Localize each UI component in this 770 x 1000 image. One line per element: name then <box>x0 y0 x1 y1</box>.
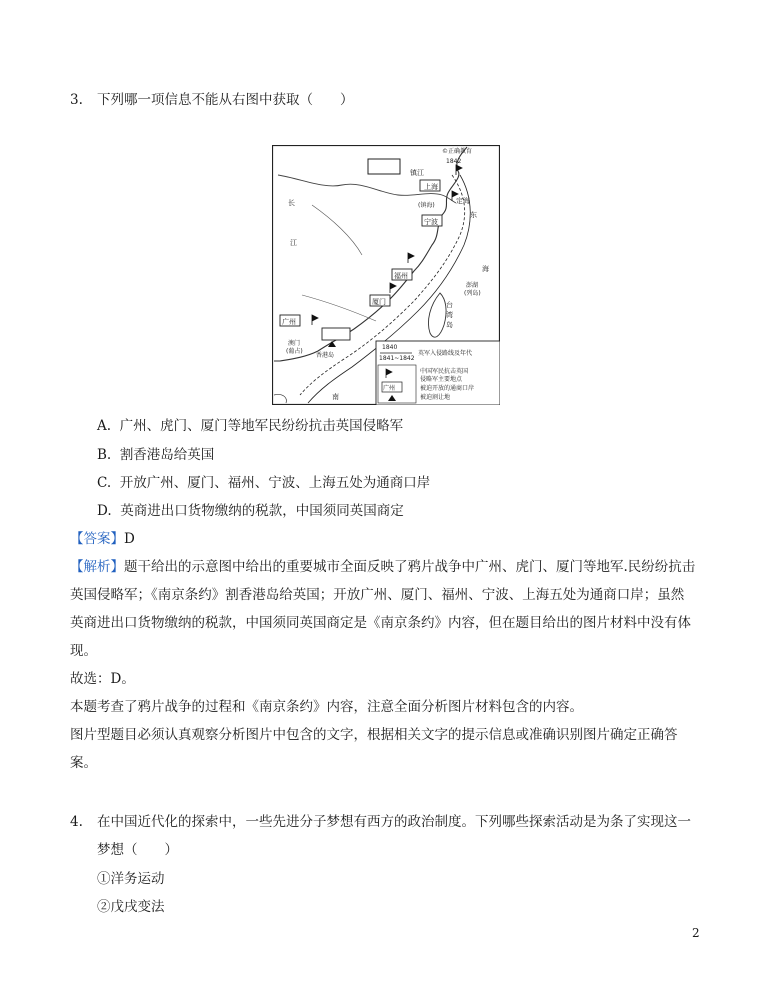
map-label-guangzhou: 广州 <box>282 318 296 326</box>
map-label-wan: 湾 <box>446 311 453 319</box>
analysis-line-4: 现。 <box>70 643 97 659</box>
choice-line: 故选：D。 <box>70 671 135 687</box>
page-number: 2 <box>692 926 700 940</box>
analysis-line-1 <box>70 557 695 577</box>
option-d-text: 英商进出口货物缴纳的税款，中国须同英国商定 <box>120 503 404 519</box>
option-a-key: A. <box>97 418 112 434</box>
note-line-1: 本题考查了鸦片战争的过程和《南京条约》内容，注意全面分析图片材料包含的内容。 <box>70 699 583 715</box>
map-label-dong: 东 <box>470 211 477 219</box>
map-label-chang: 长 <box>288 199 295 207</box>
question-4-item-1: ①洋务运动 <box>97 871 165 887</box>
option-b <box>97 445 214 465</box>
map-label-ningbo: 宁波 <box>424 218 438 226</box>
legend-resist-2: 侵略军主要地点 <box>420 376 463 383</box>
option-a-text: 广州、虎门、厦门等地军民纷纷抗击英国侵略军 <box>119 418 404 434</box>
map-label-zhenhai: (镇海) <box>418 202 435 209</box>
map-label-xianggang: 香港岛 <box>316 352 335 359</box>
question-4-stem-1: 在中国近代化的探索中，一些先进分子梦想有西方的政治制度。下列哪些探索活动是为条了实现这一 <box>97 814 691 830</box>
map-label-zhenjiang: 镇江 <box>410 169 424 177</box>
legend-port: 被迫开放的通商口岸 <box>420 385 475 392</box>
option-b-key: B. <box>97 447 112 463</box>
map-label-fuzhou: 福州 <box>394 272 408 280</box>
legend-ceded: 被迫割让地 <box>420 394 451 401</box>
map-label-aomen: 澳门 <box>288 340 301 347</box>
answer-value: D <box>124 531 135 547</box>
legend-years-1840: 1840 <box>382 344 398 351</box>
answer-line <box>70 529 135 549</box>
answer-tag: 【答案】 <box>70 531 124 547</box>
option-d-key: D. <box>97 503 112 519</box>
option-b-text: 割香港岛给英国 <box>119 447 215 463</box>
map-label-jiang: 江 <box>290 239 297 247</box>
legend-resist-1: 中国军民抗击英国 <box>420 368 469 375</box>
map-label-nan: 南 <box>332 393 339 401</box>
analysis-line-2: 英国侵略军；《南京条约》割香港岛给英国；开放广州、厦门、福州、宁波、上海五处为通商口岸；虽然 <box>70 587 685 603</box>
map-watermark: ©正确教育 <box>442 148 473 155</box>
option-d <box>97 501 404 521</box>
question-4-stem-2: 梦想（ ） <box>97 842 178 858</box>
analysis-tag: 【解析】 <box>70 559 124 575</box>
legend-years-1841: 1841~1842 <box>379 355 415 362</box>
note-line-2: 图片型题目必须认真观察分析图片中包含的文字，根据相关文字的提示信息或准确识别图片确定正确答 <box>70 727 678 743</box>
option-a <box>97 416 403 436</box>
map-label-penghu2: (列岛) <box>464 290 481 297</box>
map-label-shanghai: 上海 <box>424 183 438 191</box>
analysis-line-3: 英商进出口货物缴纳的税款，中国须同英国商定是《南京条约》内容，但在题目给出的图片材料中没有体 <box>70 615 691 631</box>
map-label-xiamen: 厦门 <box>372 298 386 306</box>
map-label-1842: 1842 <box>446 158 462 165</box>
option-c-text: 开放广州、厦门、福州、宁波、上海五处为通商口岸 <box>119 475 431 491</box>
option-c <box>97 473 430 493</box>
map-label-dinghai: 定海 <box>456 197 470 205</box>
opium-war-map <box>272 145 500 405</box>
note-line-3: 案。 <box>70 755 97 771</box>
map-label-hai: 海 <box>482 265 489 273</box>
map-label-dao: 岛 <box>446 321 453 329</box>
question-3-number: 3. <box>70 92 83 108</box>
map-label-tai: 台 <box>446 301 453 309</box>
analysis-text-1: 题干给出的示意图中给出的重要城市全面反映了鸦片战争中广州、虎门、厦门等地军.民纷纷抗击 <box>124 559 696 575</box>
question-4-item-2: ②戊戌变法 <box>97 899 165 915</box>
question-4-number: 4. <box>70 814 83 830</box>
map-label-penghu: 澎湖 <box>466 282 479 289</box>
option-c-key: C. <box>97 475 112 491</box>
legend-port-sample: 广州 <box>383 385 396 392</box>
legend-route: 英军入侵路线及年代 <box>418 350 473 357</box>
question-3-stem: 下列哪一项信息不能从右图中获取（ ） <box>97 92 354 108</box>
map-label-aomen2: (葡占) <box>286 348 303 355</box>
